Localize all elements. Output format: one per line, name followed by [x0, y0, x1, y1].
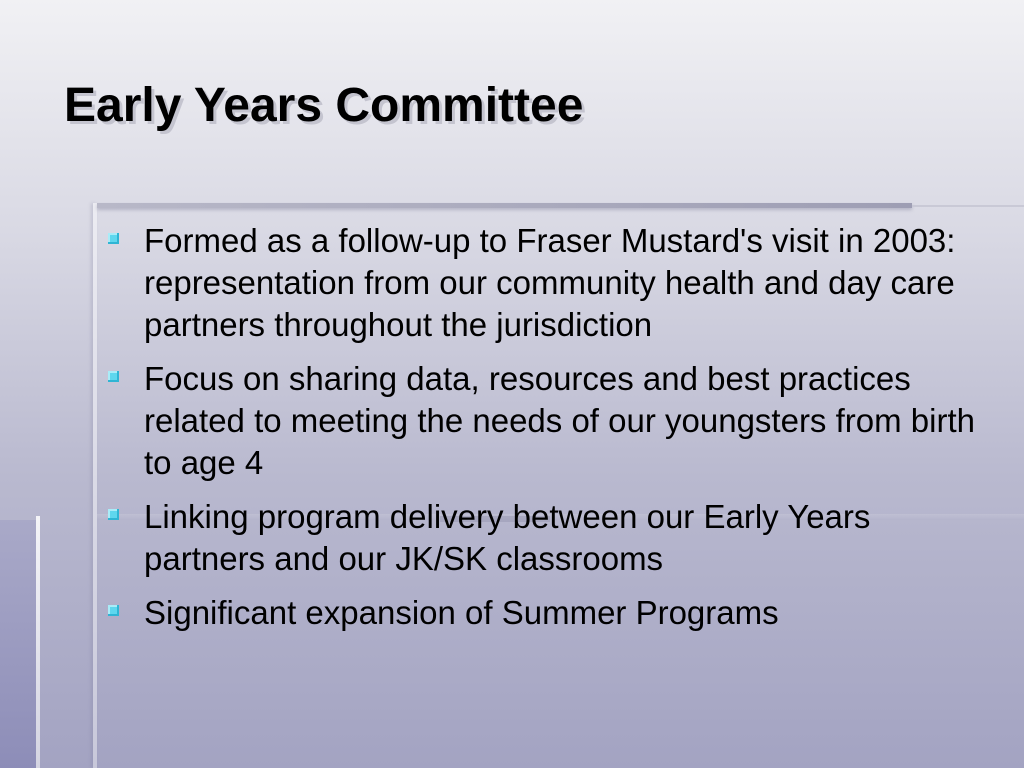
bullet-text: Linking program delivery between our Early Years partners and our JK/SK classrooms	[144, 498, 871, 577]
bullet-text: Focus on sharing data, resources and best practices related to meeting the needs of our youngsters from birth to age 4	[144, 360, 975, 481]
square-bullet-icon	[108, 509, 119, 520]
decorative-vertical-bar	[93, 203, 97, 768]
bullet-text: Significant expansion of Summer Programs	[144, 594, 779, 631]
square-bullet-icon	[108, 371, 119, 382]
decorative-top-line	[97, 203, 912, 208]
square-bullet-icon	[108, 233, 119, 244]
bullet-list	[106, 220, 986, 646]
bullet-text: Formed as a follow-up to Fraser Mustard's visit in 2003: representation from our community health and day care partners throughout the jurisdiction	[144, 222, 956, 343]
decorative-top-line-end	[912, 205, 1024, 207]
decorative-left-strip-edge	[36, 516, 40, 768]
square-bullet-icon	[108, 605, 119, 616]
decorative-left-strip	[0, 520, 36, 768]
bullet-item	[106, 358, 986, 484]
bullet-item	[106, 220, 986, 346]
bullet-item	[106, 592, 986, 634]
bullet-item	[106, 496, 986, 580]
slide-title: Early Years Committee	[64, 79, 584, 132]
